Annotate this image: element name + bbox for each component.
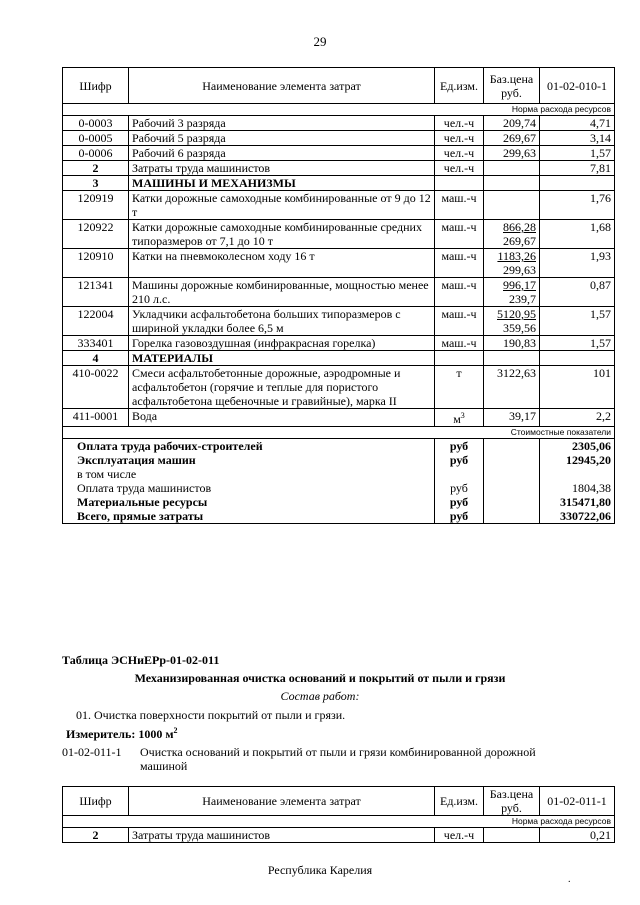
summary-unit: руб xyxy=(435,495,484,509)
row-value: 4,71 xyxy=(540,116,615,131)
table-row xyxy=(63,116,615,131)
row-code: 2 xyxy=(63,828,129,843)
norm-label: Норма расхода ресурсов xyxy=(63,104,615,116)
row-price xyxy=(484,278,540,307)
row-code: 120910 xyxy=(63,249,129,278)
row-price: 209,74 xyxy=(484,116,540,131)
unit-superscript: 3 xyxy=(460,411,465,420)
price-numerator: 996,17 xyxy=(503,278,536,292)
table-row xyxy=(63,366,615,409)
row-price xyxy=(484,307,540,336)
measure-label: Измеритель: 1000 $м^2$ xyxy=(66,726,178,741)
row-price: 269,67 xyxy=(484,131,540,146)
row-name: Машины дорожные комбинированные, мощностью менее 210 л.с. xyxy=(129,278,435,307)
row-code: 410-0022 xyxy=(63,366,129,409)
table-row xyxy=(63,176,615,191)
table-row xyxy=(63,131,615,146)
cost-label-row xyxy=(63,427,615,439)
row-name: Катки дорожные самоходные комбинированные от 9 до 12 т xyxy=(129,191,435,220)
header-price: Баз.цена руб. xyxy=(484,68,540,104)
row-value: 101 xyxy=(540,366,615,409)
row-value: 1,68 xyxy=(540,220,615,249)
resource-table-1 xyxy=(62,67,615,524)
row-name: Рабочий 5 разряда xyxy=(129,131,435,146)
row-name: МАТЕРИАЛЫ xyxy=(129,351,435,366)
row-unit: маш.-ч xyxy=(435,336,484,351)
code-line-text: Очистка оснований и покрытий от пыли и грязи комбинированной дорожной машиной xyxy=(140,745,536,773)
row-price: 299,63 xyxy=(484,146,540,161)
row-name: Укладчики асфальтобетона больших типоразмеров с шириной укладки более 6,5 м xyxy=(129,307,435,336)
summary-unit: руб xyxy=(435,481,484,495)
table-row xyxy=(63,278,615,307)
row-unit: чел.-ч xyxy=(435,161,484,176)
summary-value: 12945,20 xyxy=(540,453,615,467)
row-value: 1,57 xyxy=(540,146,615,161)
summary-row xyxy=(63,495,615,509)
price-denominator: 269,67 xyxy=(503,234,536,248)
row-code: 120919 xyxy=(63,191,129,220)
table-row xyxy=(63,409,615,427)
summary-name: Материальные ресурсы xyxy=(63,495,435,509)
row-value: 2,2 xyxy=(540,409,615,427)
header-unit: Ед.изм. xyxy=(435,787,484,816)
row-unit xyxy=(435,351,484,366)
row-price: 39,17 xyxy=(484,409,540,427)
summary-empty xyxy=(484,509,540,524)
row-name: Рабочий 3 разряда xyxy=(129,116,435,131)
row-price xyxy=(484,351,540,366)
section-heading: Механизированная очистка оснований и покрытий от пыли и грязи xyxy=(134,671,506,685)
row-unit: маш.-ч xyxy=(435,307,484,336)
row-value: 0,87 xyxy=(540,278,615,307)
row-code: 122004 xyxy=(63,307,129,336)
footer: Республика Карелия xyxy=(267,863,373,877)
summary-name: в том числе xyxy=(63,467,435,481)
row-price xyxy=(484,220,540,249)
row-name: Затраты труда машинистов xyxy=(129,161,435,176)
unit-text: м xyxy=(453,412,461,426)
table-header-row xyxy=(63,68,615,104)
row-name: МАШИНЫ И МЕХАНИЗМЫ xyxy=(129,176,435,191)
table-row xyxy=(63,191,615,220)
row-unit xyxy=(435,409,484,427)
row-unit: маш.-ч xyxy=(435,278,484,307)
row-unit: чел.-ч xyxy=(435,131,484,146)
row-name: Вода xyxy=(129,409,435,427)
row-price: 3122,63 xyxy=(484,366,540,409)
row-name: Катки дорожные самоходные комбинированные средних типоразмеров от 7,1 до 10 т xyxy=(129,220,435,249)
summary-value: 2305,06 xyxy=(540,439,615,454)
summary-value: 1804,38 xyxy=(540,481,615,495)
row-name: Горелка газовоздушная (инфракрасная горелка) xyxy=(129,336,435,351)
summary-row xyxy=(63,453,615,467)
table-row xyxy=(63,336,615,351)
row-code: 0-0006 xyxy=(63,146,129,161)
row-code: 333401 xyxy=(63,336,129,351)
row-code: 0-0005 xyxy=(63,131,129,146)
summary-value xyxy=(540,467,615,481)
row-unit: маш.-ч xyxy=(435,249,484,278)
summary-row xyxy=(63,481,615,495)
price-numerator: 5120,95 xyxy=(497,307,536,321)
table-row xyxy=(63,146,615,161)
row-value: 1,93 xyxy=(540,249,615,278)
row-code: 411-0001 xyxy=(63,409,129,427)
row-code: 121341 xyxy=(63,278,129,307)
header-name: Наименование элемента затрат xyxy=(129,68,435,104)
code-line-code: 01-02-011-1 xyxy=(62,745,122,759)
row-name: Затраты труда машинистов xyxy=(129,828,435,843)
page-number: 29 xyxy=(313,34,327,49)
row-value: 1,57 xyxy=(540,307,615,336)
work-item: 01. Очистка поверхности покрытий от пыли и грязи. xyxy=(76,708,346,722)
row-unit: чел.-ч xyxy=(435,116,484,131)
table-header-row xyxy=(63,787,615,816)
summary-unit: руб xyxy=(435,509,484,524)
row-price xyxy=(484,191,540,220)
footer-mark: . xyxy=(568,874,571,885)
price-numerator: 1183,26 xyxy=(497,249,536,263)
norm-label: Норма расхода ресурсов xyxy=(63,816,615,828)
row-value: 1,57 xyxy=(540,336,615,351)
row-code: 2 xyxy=(63,161,129,176)
summary-name: Оплата труда машинистов xyxy=(63,481,435,495)
summary-unit xyxy=(435,467,484,481)
summary-name: Эксплуатация машин xyxy=(63,453,435,467)
row-unit: маш.-ч xyxy=(435,191,484,220)
summary-empty xyxy=(484,467,540,481)
summary-empty xyxy=(484,481,540,495)
resource-table-2 xyxy=(62,786,615,843)
cost-label: Стоимостные показатели xyxy=(63,427,615,439)
price-denominator: 359,56 xyxy=(503,321,536,335)
header-name: Наименование элемента затрат xyxy=(129,787,435,816)
summary-value: 330722,06 xyxy=(540,509,615,524)
row-value xyxy=(540,351,615,366)
price-denominator: 239,7 xyxy=(509,292,536,306)
row-unit: т xyxy=(435,366,484,409)
row-price xyxy=(484,176,540,191)
header-price: Баз.цена руб. xyxy=(484,787,540,816)
summary-row xyxy=(63,509,615,524)
table-row xyxy=(63,249,615,278)
table-row xyxy=(63,351,615,366)
row-value: 0,21 xyxy=(540,828,615,843)
table-row xyxy=(63,161,615,176)
row-code: 3 xyxy=(63,176,129,191)
summary-name: Всего, прямые затраты xyxy=(63,509,435,524)
works-title: Состав работ: xyxy=(280,689,360,703)
row-price: 190,83 xyxy=(484,336,540,351)
row-code: 0-0003 xyxy=(63,116,129,131)
header-norm-code: 01-02-011-1 xyxy=(540,787,615,816)
row-unit: маш.-ч xyxy=(435,220,484,249)
row-value: 7,81 xyxy=(540,161,615,176)
summary-unit: руб xyxy=(435,439,484,454)
row-unit xyxy=(435,176,484,191)
table-row xyxy=(63,220,615,249)
summary-empty xyxy=(484,495,540,509)
table-title: Таблица ЭСНиЕРр-01-02-011 xyxy=(62,653,220,667)
header-code: Шифр xyxy=(63,68,129,104)
row-value xyxy=(540,176,615,191)
norm-label-row xyxy=(63,816,615,828)
row-code: 4 xyxy=(63,351,129,366)
row-price xyxy=(484,249,540,278)
row-code: 120922 xyxy=(63,220,129,249)
table-row xyxy=(63,307,615,336)
price-numerator: 866,28 xyxy=(503,220,536,234)
row-unit: чел.-ч xyxy=(435,828,484,843)
row-name: Смеси асфальтобетонные дорожные, аэродромные и асфальтобетон (горячие и теплые для пористого асфальтобетона щебеночные и гравийные), марка II xyxy=(129,366,435,409)
row-price xyxy=(484,828,540,843)
summary-row xyxy=(63,467,615,481)
header-norm-code: 01-02-010-1 xyxy=(540,68,615,104)
row-price xyxy=(484,161,540,176)
summary-name: Оплата труда рабочих-строителей xyxy=(63,439,435,454)
row-name: Рабочий 6 разряда xyxy=(129,146,435,161)
price-denominator: 299,63 xyxy=(503,263,536,277)
row-name: Катки на пневмоколесном ходу 16 т xyxy=(129,249,435,278)
summary-empty xyxy=(484,453,540,467)
summary-unit: руб xyxy=(435,453,484,467)
row-unit: чел.-ч xyxy=(435,146,484,161)
row-value: 3,14 xyxy=(540,131,615,146)
summary-empty xyxy=(484,439,540,454)
norm-label-row xyxy=(63,104,615,116)
header-unit: Ед.изм. xyxy=(435,68,484,104)
table-row xyxy=(63,828,615,843)
summary-row xyxy=(63,439,615,454)
row-value: 1,76 xyxy=(540,191,615,220)
header-code: Шифр xyxy=(63,787,129,816)
summary-value: 315471,80 xyxy=(540,495,615,509)
